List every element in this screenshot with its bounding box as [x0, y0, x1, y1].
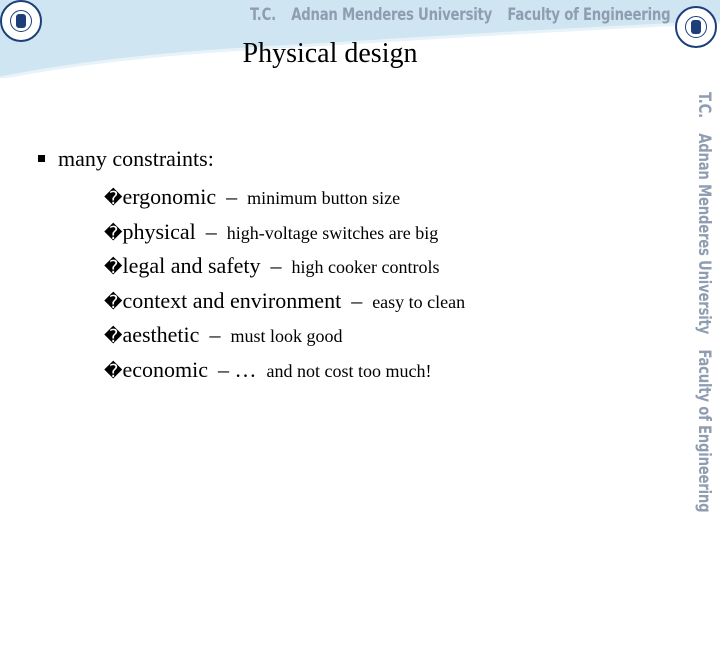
banner-tc: T.C. [250, 5, 276, 25]
list-item [104, 182, 465, 217]
item-term: aesthetic [122, 322, 200, 347]
item-dash: – [351, 287, 363, 313]
side-banner-text [694, 92, 714, 645]
missing-glyph-icon: � [104, 188, 123, 209]
item-term: physical [122, 218, 196, 244]
banner-faculty: Faculty of Engineering [507, 5, 671, 25]
item-dash: – [270, 253, 282, 278]
item-desc: minimum button size [247, 188, 401, 208]
side-faculty: Faculty of Engineering [694, 349, 714, 513]
main-bullet-text: many constraints: [58, 146, 214, 171]
list-item [104, 217, 465, 252]
faculty-seal-icon [675, 6, 717, 48]
item-dash: – [226, 184, 238, 209]
square-bullet-icon [38, 155, 45, 162]
item-term: legal and safety [122, 253, 261, 278]
item-term: context and environment [122, 287, 342, 313]
constraint-list [104, 182, 465, 389]
slide-title: Physical design [242, 38, 418, 69]
item-term: ergonomic [122, 184, 217, 209]
slide-content [38, 144, 214, 174]
item-desc: must look good [230, 326, 343, 346]
item-term: economic [122, 356, 208, 382]
list-item [104, 320, 465, 355]
list-item [104, 251, 465, 286]
item-dash: – [209, 322, 221, 347]
list-item [104, 355, 465, 390]
item-dash: – [205, 218, 217, 244]
item-desc: high cooker controls [291, 257, 440, 277]
list-item [104, 286, 465, 321]
side-tc: T.C. [694, 92, 714, 118]
missing-glyph-icon: � [104, 257, 123, 278]
missing-glyph-icon: � [104, 360, 123, 382]
banner-university: Adnan Menderes University [291, 5, 493, 25]
item-desc: and not cost too much! [266, 360, 432, 381]
item-desc: high-voltage switches are big [226, 222, 439, 243]
main-bullet [38, 144, 214, 174]
missing-glyph-icon: � [104, 326, 123, 347]
side-university: Adnan Menderes University [694, 133, 714, 335]
item-dash: – … [218, 356, 257, 382]
item-desc: easy to clean [372, 291, 466, 312]
university-seal-icon [0, 0, 42, 42]
missing-glyph-icon: � [104, 291, 123, 313]
missing-glyph-icon: � [104, 222, 123, 244]
banner-text [250, 5, 681, 25]
